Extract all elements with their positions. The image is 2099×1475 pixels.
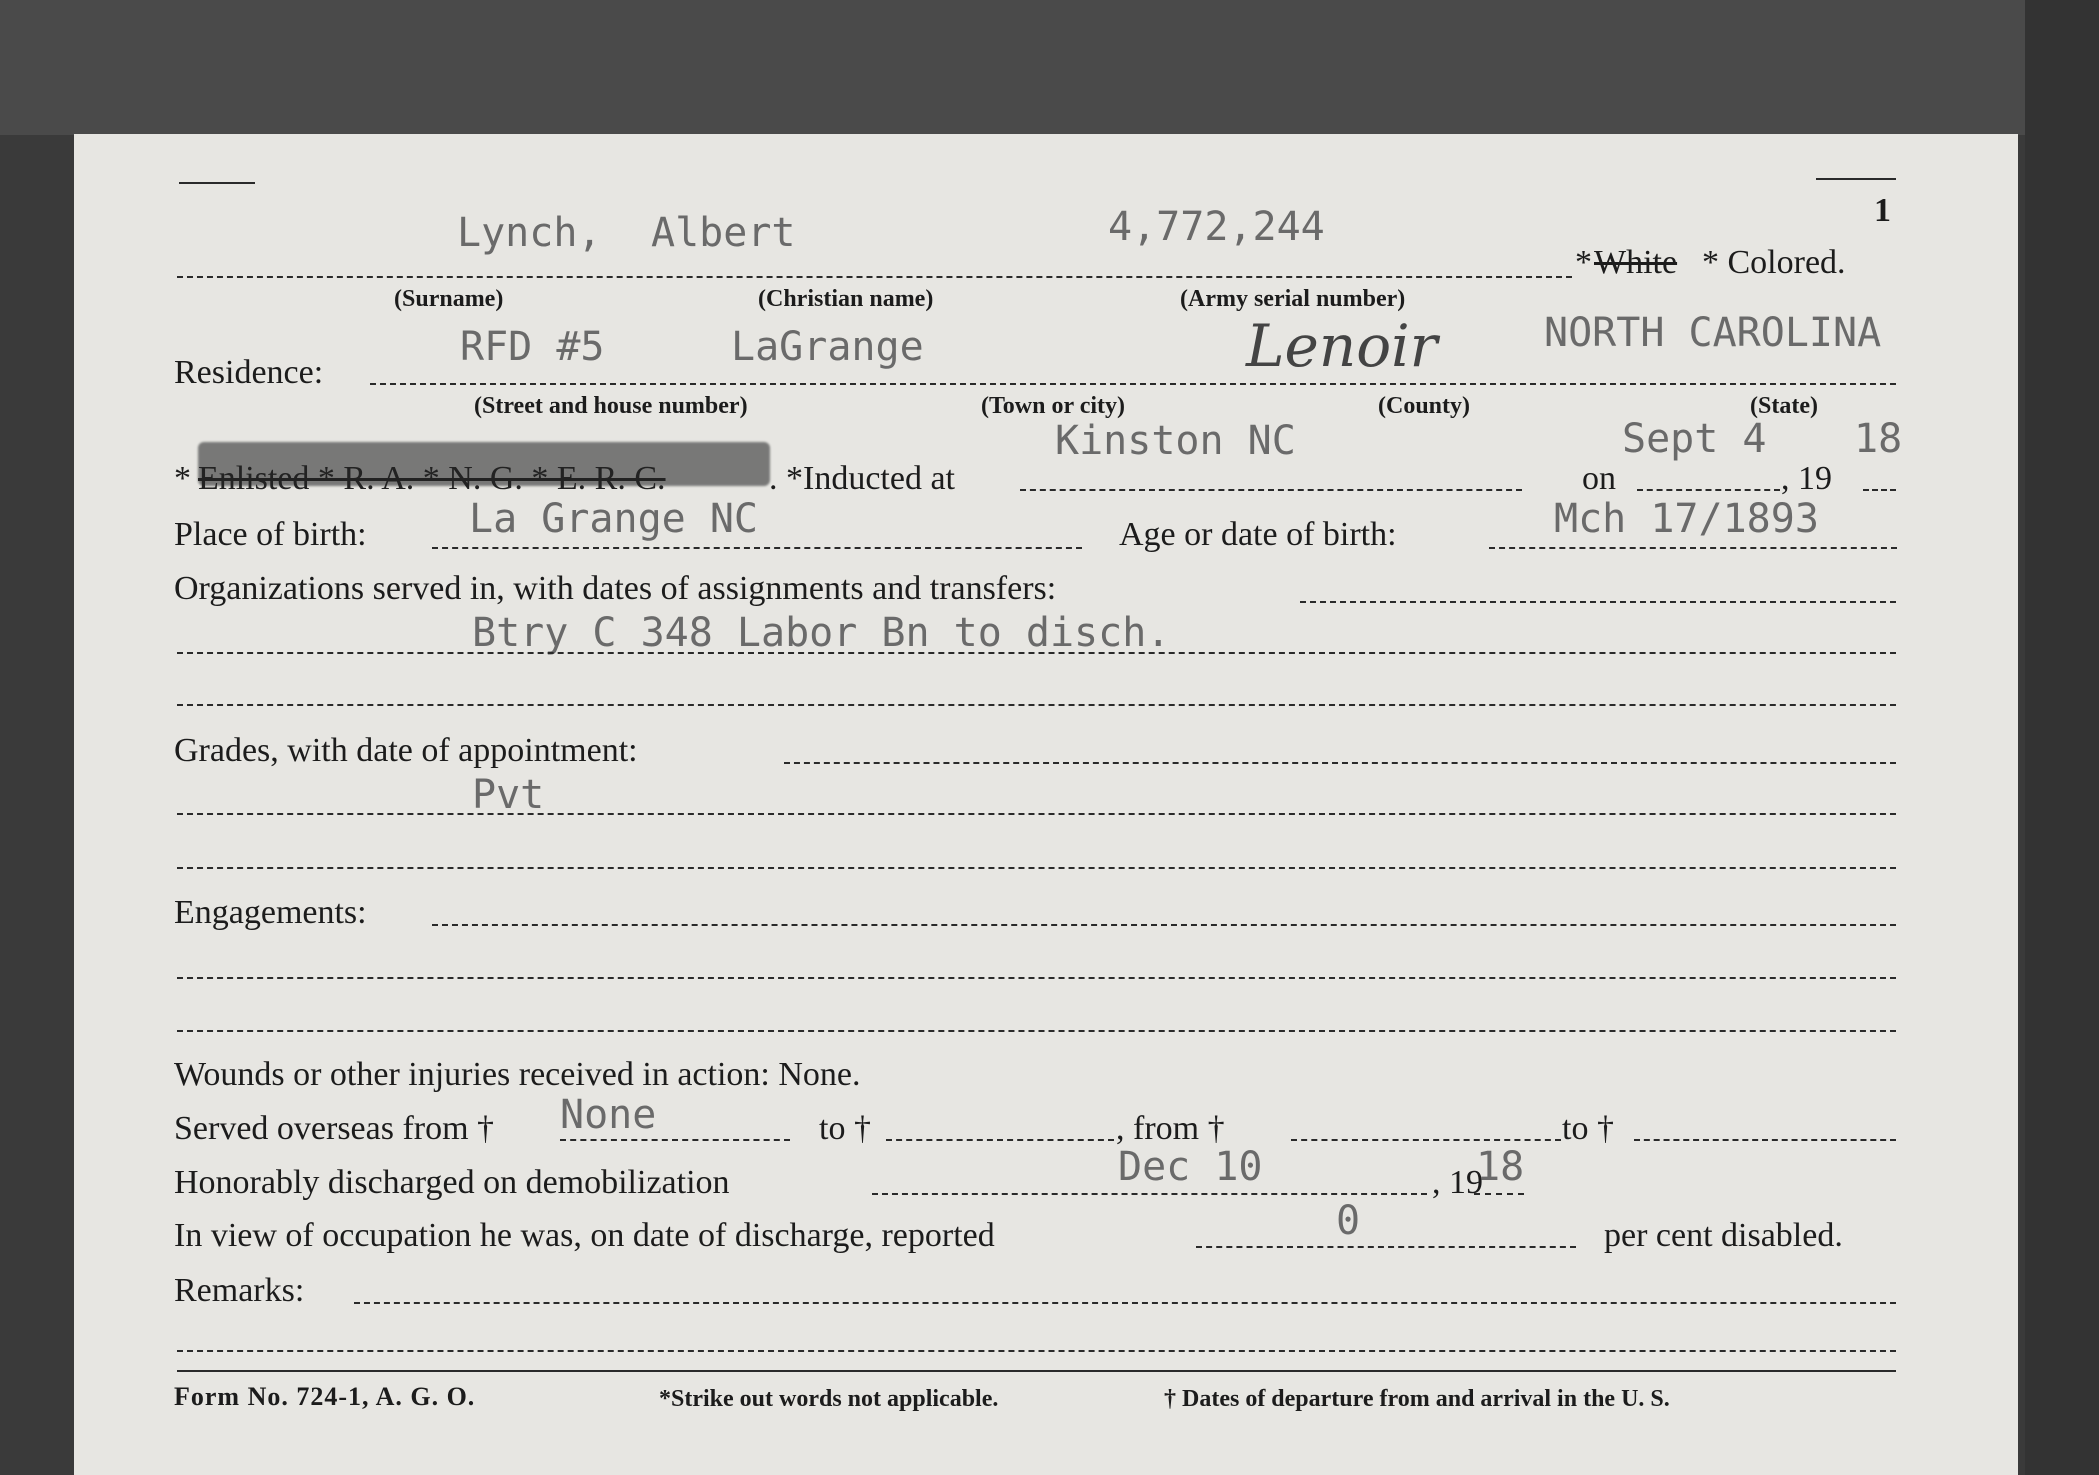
discharge-year-prefix: , 19 [1432, 1164, 1483, 1201]
induction-place-value: Kinston NC [1055, 418, 1296, 464]
race-colored: * Colored. [1702, 244, 1846, 281]
enlisted-struck-text: Enlisted * R. A. * N. G. * E. R. C. [198, 460, 666, 497]
engagements-line-3 [177, 1030, 1896, 1032]
organizations-line-3 [177, 704, 1896, 706]
surname-label: (Surname) [394, 286, 504, 312]
remarks-label: Remarks: [174, 1272, 305, 1309]
christian-name-value: Albert [651, 210, 796, 256]
state-label: (State) [1750, 393, 1818, 419]
top-right-mark [1816, 178, 1896, 180]
remarks-line-2 [177, 1350, 1896, 1352]
engagements-line-1 [432, 924, 1896, 926]
discharge-label: Honorably discharged on demobilization [174, 1164, 730, 1201]
surname-value: Lynch, [457, 210, 602, 256]
footer-note-strike: *Strike out words not applicable. [659, 1386, 999, 1412]
discharge-year-line [1474, 1193, 1524, 1195]
town-label: (Town or city) [981, 393, 1125, 419]
grades-label: Grades, with date of appointment: [174, 732, 638, 769]
induction-year-value: 18 [1854, 416, 1903, 462]
induction-date-line [1637, 489, 1780, 491]
organizations-line-1 [1300, 601, 1896, 603]
overseas-to-line-1 [886, 1139, 1114, 1141]
overseas-to-label-2: to † [1562, 1110, 1614, 1147]
on-label: on [1582, 460, 1616, 497]
disability-label: In view of occupation he was, on date of discharge, reported [174, 1217, 995, 1254]
date-of-birth-value: Mch 17/1893 [1554, 496, 1819, 542]
inducted-at-label: . *Inducted at [769, 460, 955, 497]
place-of-birth-label: Place of birth: [174, 516, 367, 553]
served-overseas-label: Served overseas from † [174, 1110, 495, 1147]
form-number: Form No. 724-1, A. G. O. [174, 1382, 476, 1411]
footer-note-dates: † Dates of departure from and arrival in the U. S. [1164, 1386, 1670, 1412]
grades-line-1 [784, 762, 1896, 764]
induction-year-prefix: , 19 [1781, 460, 1832, 497]
wounds-label: Wounds or other injuries received in action: None. [174, 1056, 861, 1093]
overseas-from-line-2 [1291, 1139, 1561, 1141]
overseas-to-line-2 [1634, 1139, 1896, 1141]
induction-date-value: Sept 4 [1622, 416, 1767, 462]
serial-number-label: (Army serial number) [1180, 286, 1406, 312]
discharge-date-line [872, 1193, 1427, 1195]
grades-value: Pvt [472, 772, 545, 818]
serial-number-value: 4,772,244 [1108, 204, 1325, 250]
street-label: (Street and house number) [474, 393, 748, 419]
race-white-struck: White [1594, 244, 1678, 281]
disability-value: 0 [1336, 1198, 1361, 1244]
disability-line [1196, 1246, 1576, 1248]
overseas-to-label-1: to † [819, 1110, 871, 1147]
engagements-line-2 [177, 977, 1896, 979]
age-label: Age or date of birth: [1119, 516, 1397, 553]
residence-street-value: RFD #5 [460, 324, 605, 370]
induction-place-line [1020, 489, 1522, 491]
name-line [177, 276, 1572, 278]
residence-state-value: NORTH CAROLINA [1544, 310, 1882, 356]
footer-rule [177, 1370, 1896, 1372]
organizations-line-2 [177, 652, 1896, 654]
overseas-from-label-2: , from † [1116, 1110, 1225, 1147]
race-prefix: * [1575, 244, 1592, 281]
overseas-from-line [560, 1139, 790, 1141]
discharge-year-value: 18 [1476, 1144, 1525, 1190]
scan-background-top [0, 0, 2099, 135]
disability-suffix: per cent disabled. [1604, 1217, 1843, 1254]
grades-line-2 [177, 813, 1896, 815]
residence-line [370, 383, 1896, 385]
organizations-value: Btry C 348 Labor Bn to disch. [472, 610, 1171, 656]
date-of-birth-line [1489, 547, 1897, 549]
organizations-label: Organizations served in, with dates of assignments and transfers: [174, 570, 1057, 607]
christian-name-label: (Christian name) [758, 286, 934, 312]
card-number: 1 [1874, 192, 1891, 229]
remarks-line-1 [354, 1302, 1896, 1304]
residence-county-value: Lenoir [1246, 312, 1438, 380]
overseas-from-value: None [560, 1092, 657, 1138]
service-record-card [74, 134, 2018, 1475]
discharge-date-value: Dec 10 [1118, 1144, 1263, 1190]
place-of-birth-line [432, 547, 1082, 549]
induction-prefix: * [174, 460, 191, 497]
grades-line-3 [177, 867, 1896, 869]
residence-town-value: LaGrange [731, 324, 924, 370]
scan-background-right [2025, 0, 2099, 1475]
induction-year-line [1863, 489, 1896, 491]
engagements-label: Engagements: [174, 894, 367, 931]
residence-label: Residence: [174, 354, 324, 391]
top-left-mark [179, 182, 255, 184]
county-label: (County) [1378, 393, 1471, 419]
place-of-birth-value: La Grange NC [469, 496, 758, 542]
